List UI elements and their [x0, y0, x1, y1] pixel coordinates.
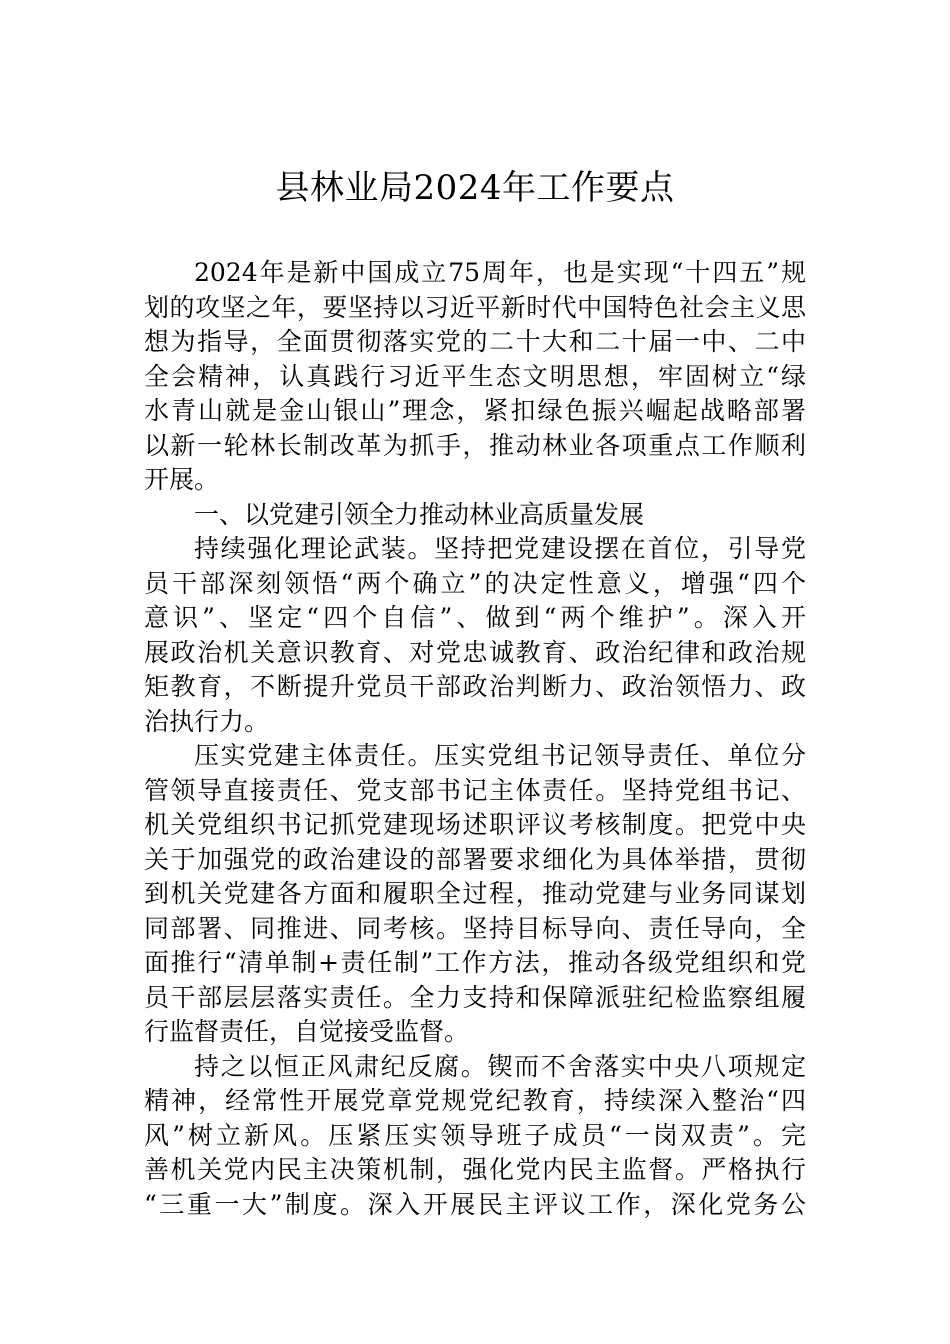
text-line: 意识”、坚定“四个自信”、做到“两个维护”。深入开: [144, 603, 806, 632]
text-line: 员干部层层落实责任。全力支持和保障派驻纪检监察组履: [144, 982, 806, 1012]
text-line: 治执行力。: [144, 706, 270, 736]
text-line: 全会精神，认真践行习近平生态文明思想，牢固树立“绿: [144, 361, 806, 391]
text-line: 想为指导，全面贯彻落实党的二十大和二十届一中、二中: [144, 327, 806, 356]
text-line: 到机关党建各方面和履职全过程，推动党建与业务同谋划: [144, 879, 806, 908]
document-body: [144, 256, 806, 1222]
text-line: 划的攻坚之年，要坚持以习近平新时代中国特色社会主义思: [144, 292, 806, 322]
text-line: 员干部深刻领悟“两个确立”的决定性意义，增强“四个: [144, 568, 806, 598]
text-line: 一、以党建引领全力推动林业高质量发展: [194, 499, 645, 529]
text-line: 水青山就是金山银山”理念，紧扣绿色振兴崛起战略部署: [144, 396, 806, 425]
text-line: “三重一大”制度。深入开展民主评议工作，深化党务公: [144, 1189, 806, 1219]
text-line: 善机关党内民主决策机制，强化党内民主监督。严格执行: [144, 1155, 806, 1184]
text-line: 管领导直接责任、党支部书记主体责任。坚持党组书记、: [144, 775, 806, 805]
text-line: 行监督责任，自觉接受监督。: [144, 1017, 470, 1046]
text-line: 矩教育，不断提升党员干部政治判断力、政治领悟力、政: [144, 672, 806, 701]
text-line: 精神，经常性开展党章党规党纪教育，持续深入整治“四: [144, 1086, 806, 1115]
text-line: 同部署、同推进、同考核。坚持目标导向、责任导向，全: [144, 913, 806, 943]
text-line: 持续强化理论武装。坚持把党建设摆在首位，引导党: [194, 534, 806, 563]
text-line: 展政治机关意识教育、对党忠诚教育、政治纪律和政治规: [144, 637, 806, 667]
text-line: 持之以恒正风肃纪反腐。锲而不舍落实中央八项规定: [194, 1051, 806, 1081]
text-line: 以新一轮林长制改革为抓手，推动林业各项重点工作顺利: [144, 430, 806, 460]
text-line: 2024年是新中国成立75周年，也是实现“十四五”规: [194, 258, 806, 287]
text-line: 机关党组织书记抓党建现场述职评议考核制度。把党中央: [144, 810, 806, 839]
text-line: 风”树立新风。压紧压实领导班子成员“一岗双责”。完: [144, 1120, 806, 1150]
text-line: 开展。: [144, 465, 220, 494]
text-line: 面推行“清单制+责任制”工作方法，推动各级党组织和党: [144, 948, 806, 977]
document-title: 县林业局2024年工作要点: [275, 168, 675, 208]
text-line: 压实党建主体责任。压实党组书记领导责任、单位分: [194, 741, 806, 770]
text-line: 关于加强党的政治建设的部署要求细化为具体举措，贯彻: [144, 844, 806, 874]
